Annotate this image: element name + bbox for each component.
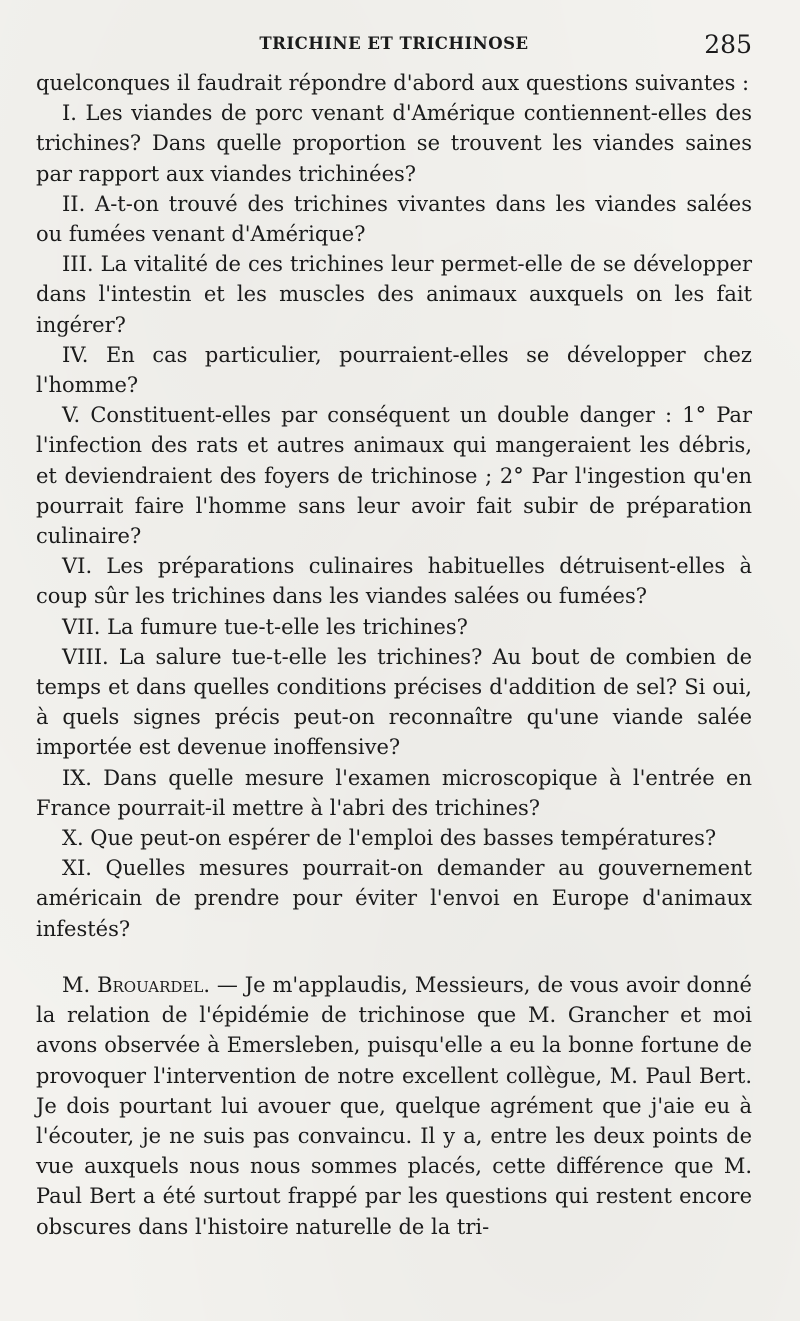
question-10: X. Que peut-on espérer de l'emploi des basses températures? bbox=[62, 826, 717, 851]
paragraph-intro: quelconques il faudrait répondre d'abord aux questions suivantes : bbox=[36, 71, 750, 95]
question-11: XI. Quelles mesures pourrait-on demander au gouvernement américain de prendre pour éviter l'envoi en Europe d'animaux infestés? bbox=[36, 856, 752, 941]
question-6: VI. Les préparations culinaires habituelles détruisent-elles à coup sûr les trichines dans les viandes salées ou fumées? bbox=[36, 554, 752, 609]
question-2: II. A-t-on trouvé des trichines vivantes dans les viandes salées ou fumées venant d'Amérique? bbox=[36, 191, 752, 247]
question-5: V. Constituent-elles par conséquent un double danger : 1° Par l'infection des rats et autres animaux qui mangeraient les débris, et deviendraient des foyers de trichinose ; 2° Par l'ingestion qu'en pourrait faire l'homme sans leur avoir fait subir de préparation culinaire? bbox=[36, 403, 752, 549]
question-1: I. Les viandes de porc venant d'Amérique contiennent-elles des trichines? Dans quelle proportion se trouvent les viandes saines par rapport aux viandes trichinées? bbox=[36, 101, 752, 186]
question-8: VIII. La salure tue-t-elle les trichines? Au bout de combien de temps et dans quelles conditions précises d'addition de sel? Si oui, à quels signes précis peut-on reconnaître qu'une viande salée importée est devenue inoffensive? bbox=[36, 644, 752, 760]
question-3: III. La vitalité de ces trichines leur permet-elle de se développer dans l'intestin et les muscles des animaux auxquels on les fait ingérer? bbox=[36, 252, 752, 337]
page-number: 285 bbox=[704, 30, 752, 59]
speech-paragraph bbox=[36, 970, 752, 1242]
body-text bbox=[36, 68, 752, 1242]
page-header bbox=[36, 30, 752, 68]
speaker-name: Brouardel. bbox=[97, 972, 211, 997]
question-9: IX. Dans quelle mesure l'examen microscopique à l'entrée en France pourrait-il mettre à l'abri des trichines? bbox=[36, 765, 752, 820]
speaker-prefix: M. bbox=[62, 972, 91, 997]
question-4: IV. En cas particulier, pourraient-elles se développer chez l'homme? bbox=[36, 342, 752, 398]
question-7: VII. La fumure tue-t-elle les trichines? bbox=[62, 614, 468, 639]
running-title: TRICHINE ET TRICHINOSE bbox=[259, 34, 529, 53]
speech-text: — Je m'applaudis, Messieurs, de vous avoir donné la relation de l'épidémie de trichinose que M. Grancher et moi avons observée à Emersleben, puisqu'elle a eu la bonne fortune de provoquer l'intervention de notre excellent collègue, M. Paul Bert. Je dois pourtant lui avouer que, quelque agrément que j'aie eu à l'écouter, je ne suis pas convaincu. Il y a, entre les deux points de vue auxquels nous nous sommes placés, cette différence que M. Paul Bert a été surtout frappé par les questions qui restent encore obscures dans l'histoire naturelle de la tri- bbox=[36, 972, 752, 1239]
section-gap bbox=[36, 944, 752, 970]
